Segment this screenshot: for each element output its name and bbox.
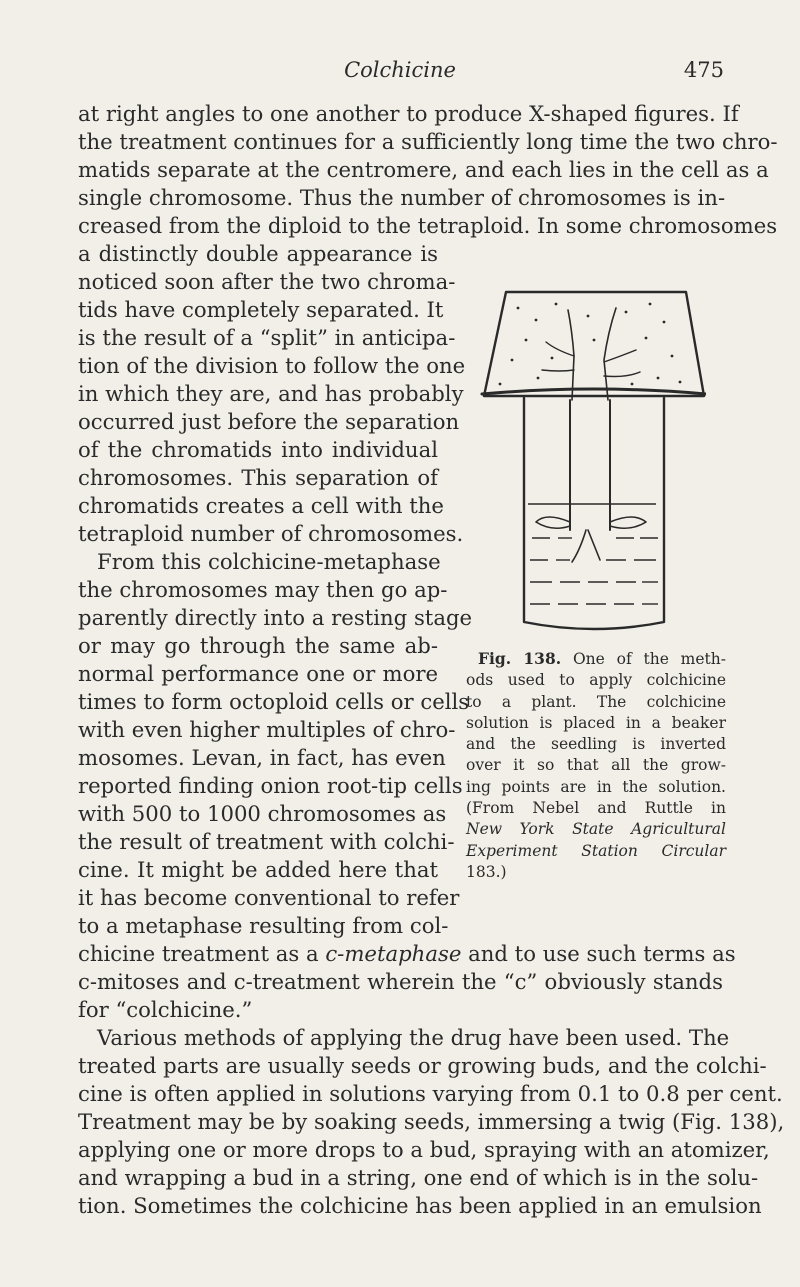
figure-caption (466, 648, 726, 883)
running-head (0, 58, 800, 88)
text-run: and to use such terms as (461, 941, 736, 966)
body-line: cine is often applied in solutions varying from 0.1 to 0.8 per cent. (78, 1081, 783, 1106)
body-line: From this colchicine-metaphase (97, 549, 441, 574)
body-line: of the chromatids into individual (78, 437, 438, 462)
body-line: and wrapping a bud in a string, one end of which is in the solu- (78, 1165, 759, 1190)
caption-line: over it so that all the grow- (466, 756, 726, 775)
body-line: tetraploid number of chromosomes. (78, 521, 464, 546)
inverted-seedling-beaker-illustration (476, 260, 706, 640)
soil-dots (499, 303, 682, 386)
caption-line: solution is placed in a beaker (466, 713, 726, 732)
text-run: chicine treatment as a (78, 941, 326, 966)
body-line: normal performance one or more (78, 661, 438, 686)
body-line: matids separate at the centromere, and each lies in the cell as a (78, 157, 769, 182)
caption-line: (From Nebel and Ruttle in (466, 799, 726, 818)
body-line: cine. It might be added here that (78, 857, 438, 882)
body-line: single chromosome. Thus the number of chromosomes is in- (78, 185, 726, 210)
caption-line: ing points are in the solution. (466, 777, 726, 796)
body-line: for “colchicine.” (78, 997, 253, 1022)
body-line-cmetaphase (78, 940, 736, 968)
body-line: with 500 to 1000 chromosomes as (78, 801, 447, 826)
body-line: creased from the diploid to the tetraploid. In some chromosomes (78, 213, 778, 238)
caption-line: ods used to apply colchicine (466, 671, 726, 690)
body-line: tids have completely separated. It (78, 297, 444, 322)
body-line: a distinctly double appearance is (78, 241, 438, 266)
caption-line (466, 648, 726, 670)
body-line: the treatment continues for a sufficiently long time the two chro- (78, 129, 778, 154)
body-line: in which they are, and has probably (78, 381, 464, 406)
caption-text: One of the meth- (572, 650, 727, 668)
body-line: with even higher multiples of chro- (78, 717, 456, 742)
caption-line: and the seedling is inverted (466, 735, 726, 754)
body-line: tion of the division to follow the one (78, 353, 466, 378)
caption-line-italic: New York State Agricultural (466, 820, 726, 839)
body-line: chromatids creates a cell with the (78, 493, 444, 518)
caption-line-italic: Experiment Station Circular (466, 841, 726, 860)
caption-line: to a plant. The colchicine (466, 692, 726, 711)
body-line: to a metaphase resulting from col- (78, 913, 449, 938)
body-line: noticed soon after the two chroma- (78, 269, 456, 294)
body-line: treated parts are usually seeds or growing buds, and the colchi- (78, 1053, 767, 1078)
body-line: or may go through the same ab- (78, 633, 438, 658)
body-line: times to form octoploid cells or cells (78, 689, 470, 714)
leaf-right (610, 517, 646, 528)
body-line: parently directly into a resting stage (78, 605, 473, 630)
body-line: Treatment may be by soaking seeds, immersing a twig (Fig. 138), (78, 1109, 785, 1134)
body-line: the chromosomes may then go ap- (78, 577, 448, 602)
solution-lines (528, 504, 658, 604)
body-line: Various methods of applying the drug have been used. The (97, 1025, 730, 1050)
body-line: applying one or more drops to a bud, spraying with an atomizer, (78, 1137, 770, 1162)
body-line: chromosomes. This separation of (78, 465, 438, 490)
body-line: mosomes. Levan, in fact, has even (78, 745, 446, 770)
italic-term: c-metaphase (325, 941, 462, 966)
beaker (524, 398, 664, 629)
running-title: Colchicine (344, 58, 456, 82)
body-line: is the result of a “split” in anticipa- (78, 325, 456, 350)
body-line: c-mitoses and c-treatment wherein the “c” obviously stands (78, 969, 723, 994)
body-line: at right angles to one another to produce X-shaped figures. If (78, 101, 739, 126)
figure-label: Fig. 138. (478, 649, 562, 668)
body-line: tion. Sometimes the colchicine has been applied in an emulsion (78, 1193, 762, 1218)
body-line: the result of treatment with colchi- (78, 829, 455, 854)
body-line: reported finding onion root-tip cells (78, 773, 463, 798)
body-line: occurred just before the separation (78, 409, 460, 434)
caption-line: 183.) (466, 862, 507, 881)
leaf-left (536, 517, 570, 528)
page-number: 475 (683, 58, 724, 82)
body-line: it has become conventional to refer (78, 885, 460, 910)
